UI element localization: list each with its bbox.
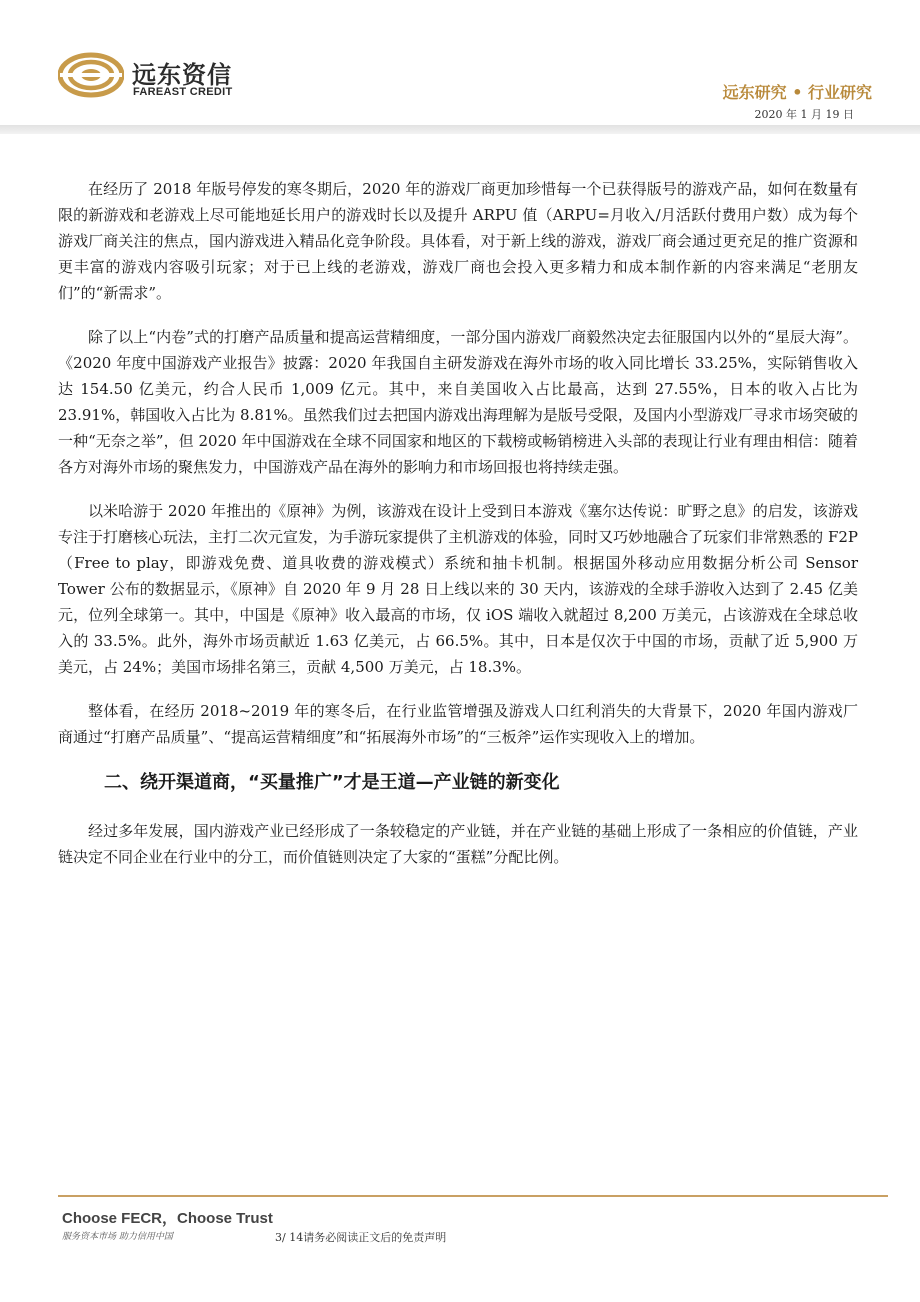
page-header xyxy=(0,0,920,140)
section-heading: 二、绕开渠道商，“买量推广”才是王道—产业链的新变化 xyxy=(104,772,560,793)
body-paragraph: 以米哈游于 2020 年推出的《原神》为例，该游戏在设计上受到日本游戏《塞尔达传说：旷野之息》的启发，该游戏专注于打磨核心玩法，主打二次元宣发，为手游玩家提供了主机游戏的体验，同时又巧妙地融合了玩家们非常熟悉的 F2P（Free to play，即游戏免费、道具收费的游戏模式）系统和抽卡机制。根据国外移动应用数据分析公司 Sensor Tower 公布的数据显示，《原神》自 2020 年 9 月 28 日上线以来的 30 天内，该游戏的全球手游收入达到了 2.45 亿美元，位列全球第一。其中，中国是《原神》收入最高的市场，仅 iOS 端收入就超过 8,200 万美元，占该游戏在全球总收入的 33.5%。此外，海外市场贡献近 1.63 亿美元，占 66.5%。其中，日本是仅次于中国的市场，贡献了近 5,900 万美元，占 24%；美国市场排名第三，贡献 4,500 万美元，占 18.3%。 xyxy=(58,502,858,676)
document-body xyxy=(58,176,858,888)
brand-name-cn: 远东资信 xyxy=(132,61,232,89)
body-paragraph: 除了以上“内卷”式的打磨产品质量和提高运营精细度，一部分国内游戏厂商毅然决定去征服国内以外的“星辰大海”。《2020 年度中国游戏产业报告》披露：2020 年我国自主研发游戏在海外市场的收入同比增长 33.25%，实际销售收入达 154.50 亿美元，约合人民币 1,009 亿元。其中，来自美国收入占比最高，达到 27.55%，日本的收入占比为 23.91%，韩国收入占比为 8.81%。虽然我们过去把国内游戏出海理解为是版号受限，及国内小型游戏厂寻求市场突破的一种“无奈之举”，但 2020 年中国游戏在全球不同国家和地区的下载榜或畅销榜进入头部的表现让行业有理由相信：随着各方对海外市场的聚焦发力，中国游戏产品在海外的影响力和市场回报也将持续走强。 xyxy=(58,328,858,476)
footer-tagline: 服务资本市场 助力信用中国 xyxy=(62,1232,173,1242)
fareast-credit-logo-icon xyxy=(58,52,124,98)
body-paragraph: 整体看，在经历 2018~2019 年的寒冬后，在行业监管增强及游戏人口红利消失的大背景下，2020 年国内游戏厂商通过“打磨产品质量”、“提高运营精细度”和“拓展海外市场”的“三板斧”运作实现收入上的增加。 xyxy=(58,702,858,746)
body-paragraph: 经过多年发展，国内游戏产业已经形成了一条较稳定的产业链，并在产业链的基础上形成了一条相应的价值链，产业链决定不同企业在行业中的分工，而价值链则决定了大家的“蛋糕”分配比例。 xyxy=(58,822,858,866)
footer-slogan: Choose FECR，Choose Trust xyxy=(62,1210,273,1227)
body-paragraph: 在经历了 2018 年版号停发的寒冬期后，2020 年的游戏厂商更加珍惜每一个已获得版号的游戏产品，如何在数量有限的新游戏和老游戏上尽可能地延长用户的游戏时长以及提升 ARPU 值（ARPU=月收入/月活跃付费用户数）成为每个游戏厂商关注的焦点，国内游戏进入精品化竞争阶段。具体看，对于新上线的游戏，游戏厂商会通过更充足的推广资源和更丰富的游戏内容吸引玩家；对于已上线的老游戏，游戏厂商也会投入更多精力和成本制作新的内容来满足“老朋友们”的“新需求”。 xyxy=(58,180,858,302)
report-date: 2020 年 1 月 19 日 xyxy=(754,108,854,121)
footer-divider xyxy=(58,1195,888,1197)
header-divider-band xyxy=(0,125,920,134)
report-type: 远东研究 • 行业研究 xyxy=(722,83,872,102)
brand-name-en: FAREAST CREDIT xyxy=(133,86,233,98)
page-number-disclaimer: 3/ 14请务必阅读正文后的免责声明 xyxy=(275,1231,447,1244)
